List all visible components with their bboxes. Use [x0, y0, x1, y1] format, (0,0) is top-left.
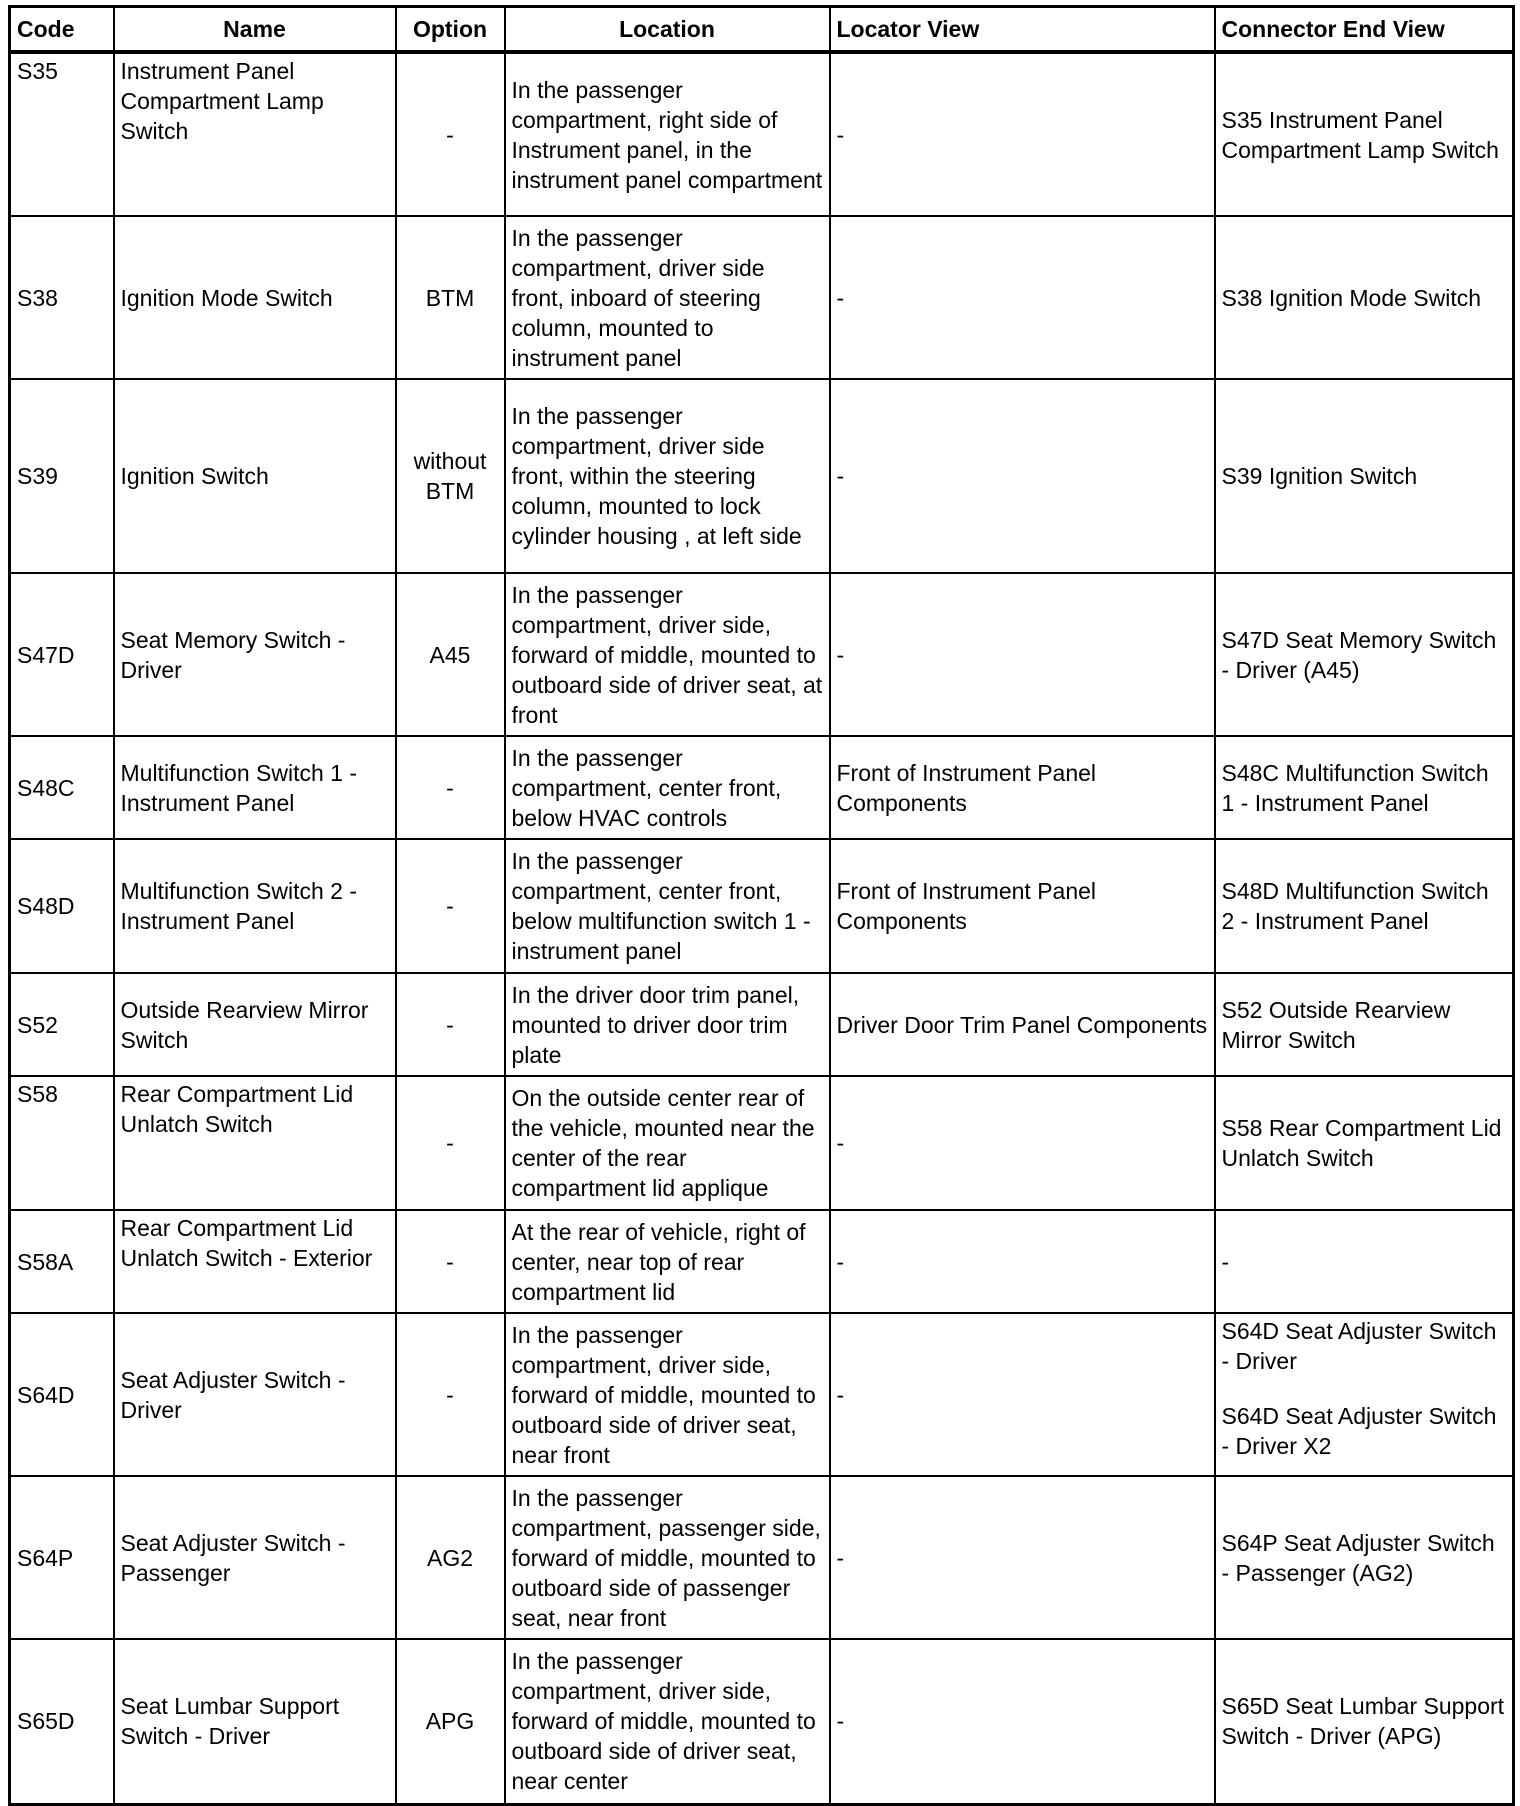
connector-end-view-cell — [1215, 839, 1514, 973]
option-cell: - — [396, 1076, 505, 1210]
connector-view-label: S65D Seat Lumbar Support Switch - Driver (APG) — [1221, 1693, 1505, 1750]
header-option: Option — [396, 7, 505, 53]
table-row — [10, 1476, 1514, 1639]
location-cell: In the passenger compartment, center front, below multifunction switch 1 - instrument panel — [505, 839, 830, 973]
locator-view-cell: - — [830, 379, 1215, 573]
connector-end-view-cell — [1215, 736, 1514, 839]
code-cell: S58A — [10, 1210, 114, 1313]
connector-view-label: S38 Ignition Mode Switch — [1221, 284, 1482, 311]
connector-view-label: S64P Seat Adjuster Switch - Passenger (AG2) — [1221, 1529, 1495, 1586]
name-cell: Ignition Switch — [114, 379, 396, 573]
name-cell: Rear Compartment Lid Unlatch Switch — [114, 1076, 396, 1210]
table-row — [10, 1313, 1514, 1476]
name-cell: Seat Lumbar Support Switch - Driver — [114, 1639, 396, 1804]
location-cell: On the outside center rear of the vehicle, mounted near the center of the rear compartment lid applique — [505, 1076, 830, 1210]
name-cell: Outside Rearview Mirror Switch — [114, 973, 396, 1076]
locator-view-cell: - — [830, 1313, 1215, 1476]
option-cell: A45 — [396, 573, 505, 736]
header-code: Code — [10, 7, 114, 53]
option-cell: - — [396, 1210, 505, 1313]
location-cell: In the passenger compartment, driver side front, within the steering column, mounted to lock cylinder housing , at left side — [505, 379, 830, 573]
connector-end-view-cell — [1215, 1076, 1514, 1210]
connector-end-view-cell — [1215, 52, 1514, 216]
connector-end-view-cell — [1215, 1313, 1514, 1476]
table-row — [10, 52, 1514, 216]
connector-view-label: S48C Multifunction Switch 1 - Instrument Panel — [1221, 759, 1489, 816]
table-row — [10, 216, 1514, 379]
code-cell: S64P — [10, 1476, 114, 1639]
connector-end-view-cell — [1215, 216, 1514, 379]
location-cell: In the passenger compartment, driver side, forward of middle, mounted to outboard side of driver seat, near front — [505, 1313, 830, 1476]
code-cell: S39 — [10, 379, 114, 573]
connector-view-label: S35 Instrument Panel Compartment Lamp Switch — [1221, 106, 1499, 163]
table-row — [10, 573, 1514, 736]
table-row — [10, 839, 1514, 973]
option-cell: AG2 — [396, 1476, 505, 1639]
table-row — [10, 1210, 1514, 1313]
option-cell: - — [396, 973, 505, 1076]
table-row — [10, 379, 1514, 573]
connector-view-label: S64D Seat Adjuster Switch - Driver — [1221, 1318, 1497, 1374]
table-row — [10, 1076, 1514, 1210]
code-cell: S65D — [10, 1639, 114, 1804]
option-cell: - — [396, 1313, 505, 1476]
connector-end-view-cell — [1215, 573, 1514, 736]
connector-end-view-cell — [1215, 1210, 1514, 1313]
option-cell: - — [396, 52, 505, 216]
location-cell: In the passenger compartment, right side of Instrument panel, in the instrument panel compartment — [505, 52, 830, 216]
table-row — [10, 973, 1514, 1076]
name-cell: Multifunction Switch 2 - Instrument Panel — [114, 839, 396, 973]
option-cell: BTM — [396, 216, 505, 379]
locator-view-cell: - — [830, 573, 1215, 736]
code-cell: S58 — [10, 1076, 114, 1210]
locator-view-cell: - — [830, 1639, 1215, 1804]
location-cell: In the driver door trim panel, mounted to driver door trim plate — [505, 973, 830, 1076]
option-cell: - — [396, 736, 505, 839]
name-cell: Seat Memory Switch - Driver — [114, 573, 396, 736]
locator-view-cell: Front of Instrument Panel Components — [830, 839, 1215, 973]
location-cell: In the passenger compartment, passenger side, forward of middle, mounted to outboard side of passenger seat, near front — [505, 1476, 830, 1639]
header-location: Location — [505, 7, 830, 53]
locator-view-cell: - — [830, 52, 1215, 216]
locator-view-cell: - — [830, 1210, 1215, 1313]
locator-view-cell: - — [830, 1076, 1215, 1210]
location-cell: In the passenger compartment, driver side, forward of middle, mounted to outboard side of driver seat, at front — [505, 573, 830, 736]
code-cell: S48C — [10, 736, 114, 839]
table-row — [10, 736, 1514, 839]
connector-view-label: S48D Multifunction Switch 2 - Instrument Panel — [1221, 878, 1489, 934]
table-header — [10, 7, 1514, 53]
connector-view-label: S58 Rear Compartment Lid Unlatch Switch — [1221, 1115, 1502, 1171]
code-cell: S52 — [10, 973, 114, 1076]
connector-view-label: S47D Seat Memory Switch - Driver (A45) — [1221, 626, 1497, 683]
header-name: Name — [114, 7, 396, 53]
name-cell: Seat Adjuster Switch - Driver — [114, 1313, 396, 1476]
name-cell: Instrument Panel Compartment Lamp Switch — [114, 52, 396, 216]
components-table — [8, 5, 1515, 1806]
code-cell: S48D — [10, 839, 114, 973]
name-cell: Rear Compartment Lid Unlatch Switch - Exterior — [114, 1210, 396, 1313]
header-connector-end-view: Connector End View — [1215, 7, 1514, 53]
header-locator-view: Locator View — [830, 7, 1215, 53]
locator-view-cell: - — [830, 1476, 1215, 1639]
code-cell: S38 — [10, 216, 114, 379]
code-cell: S47D — [10, 573, 114, 736]
table-body — [10, 52, 1514, 1804]
connector-end-view-cell — [1215, 1476, 1514, 1639]
locator-view-cell: - — [830, 216, 1215, 379]
option-cell: - — [396, 839, 505, 973]
code-cell: S64D — [10, 1313, 114, 1476]
header-row — [10, 7, 1514, 53]
locator-view-cell: Front of Instrument Panel Components — [830, 736, 1215, 839]
connector-end-view-cell — [1215, 1639, 1514, 1804]
connector-view-label: - — [1221, 1248, 1230, 1275]
name-cell: Seat Adjuster Switch - Passenger — [114, 1476, 396, 1639]
locator-view-cell: Driver Door Trim Panel Components — [830, 973, 1215, 1076]
name-cell: Multifunction Switch 1 - Instrument Panel — [114, 736, 396, 839]
location-cell: In the passenger compartment, driver side front, inboard of steering column, mounted to instrument panel — [505, 216, 830, 379]
option-cell: without BTM — [396, 379, 505, 573]
code-cell: S35 — [10, 52, 114, 216]
location-cell: At the rear of vehicle, right of center, near top of rear compartment lid — [505, 1210, 830, 1313]
location-cell: In the passenger compartment, center front, below HVAC controls — [505, 736, 830, 839]
name-cell: Ignition Mode Switch — [114, 216, 396, 379]
option-cell: APG — [396, 1639, 505, 1804]
connector-view-label: S39 Ignition Switch — [1221, 463, 1418, 489]
connector-end-view-cell — [1215, 379, 1514, 573]
connector-view-label: S64D Seat Adjuster Switch - Driver X2 — [1221, 1403, 1497, 1459]
connector-view-label: S52 Outside Rearview Mirror Switch — [1221, 996, 1451, 1053]
connector-end-view-cell — [1215, 973, 1514, 1076]
location-cell: In the passenger compartment, driver side, forward of middle, mounted to outboard side of driver seat, near center — [505, 1639, 830, 1804]
table-row — [10, 1639, 1514, 1804]
